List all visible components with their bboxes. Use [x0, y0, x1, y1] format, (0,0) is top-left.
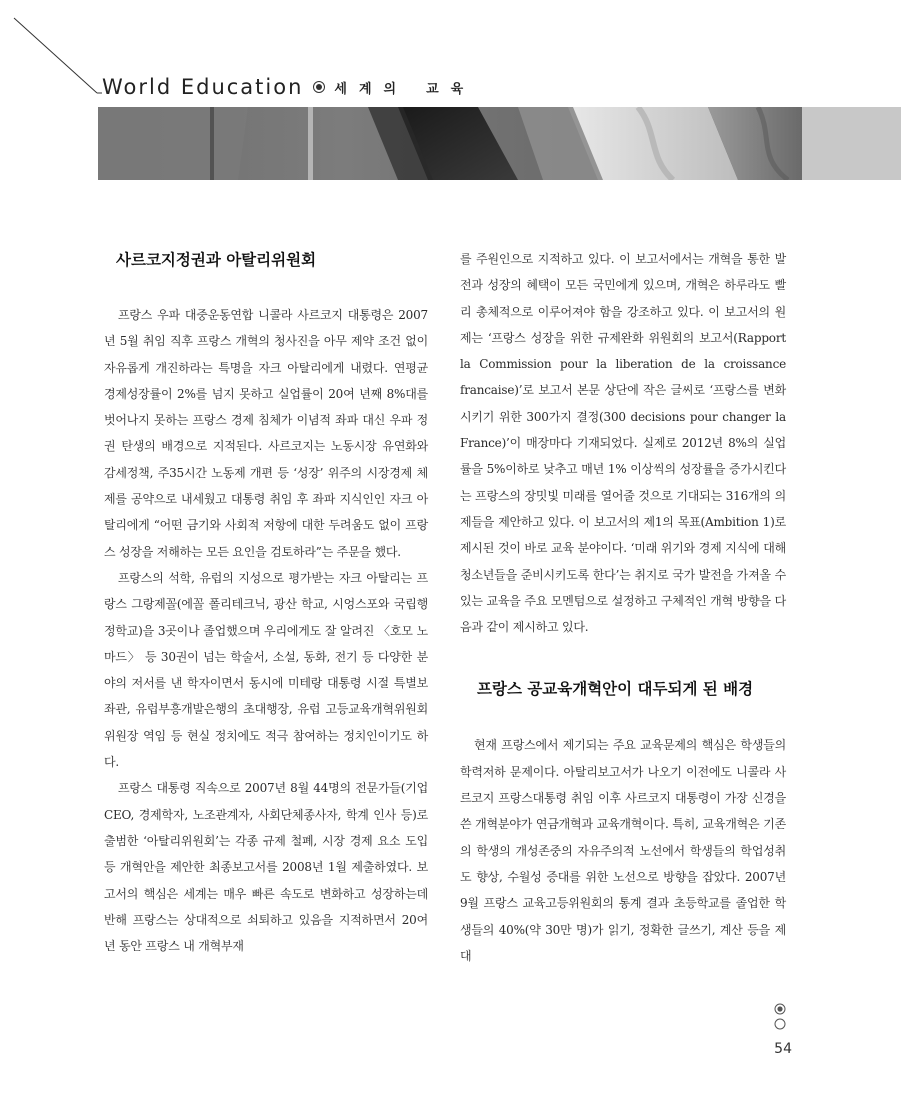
banner-image — [98, 107, 802, 180]
right-column — [460, 246, 786, 969]
body-paragraph: 프랑스 우파 대중운동연합 니콜라 사르코지 대통령은 2007년 5월 취임 직후 프랑스 개혁의 청사진을 아무 제약 조건 없이 자유롭게 개진하라는 특명을 자크 아탈리에게 내렸다. 연평균 경제성장률이 2%를 넘지 못하고 실업률이 20여 년째 8%대를 벗어나지 못하는 프랑스 경제 침체가 이념적 좌파 대신 우파 정권 탄생의 배경으로 지적된다. 사르코지는 노동시장 유연화와 감세정책, 주35시간 노동제 개편 등 ‘성장’ 위주의 시장경제 체제를 공약으로 내세웠고 대통령 취임 후 좌파 지식인인 자크 아탈리에게 “어떤 금기와 사회적 저항에 대한 두려움도 없이 프랑스 성장을 저해하는 모든 요인을 검토하라”는 주문을 했다. — [104, 308, 428, 559]
header-title-en: World Education — [102, 75, 304, 99]
body-paragraph: 현재 프랑스에서 제기되는 주요 교육문제의 핵심은 학생들의 학력저하 문제이다. 아탈리보고서가 나오기 이전에도 니콜라 사르코지 프랑스대통령 취임 이후 사르코지 대통령이 가장 신경을 쓴 개혁분야가 연금개혁과 교육개혁이다. 특히, 교육개혁은 기존의 학생의 개성존중의 자유주의적 노선에서 학생들의 학업성취도 향상, 수월성 증대를 위한 노선으로 방향을 잡았다. 2007년 9월 프랑스 교육고등위원회의 통계 결과 초등학교를 졸업한 학생들의 40%(약 30만 명)가 읽기, 정확한 글쓰기, 계산 등을 제대 — [460, 738, 786, 963]
empty-circle-icon — [775, 1019, 785, 1029]
footer-ornament — [773, 1003, 787, 1031]
section-heading-sarkozy: 사르코지정권과 아탈리위원회 — [116, 251, 317, 269]
body-paragraph: 프랑스의 석학, 유럽의 지성으로 평가받는 자크 아탈리는 프랑스 그랑제꼴(에꼴 폴리테크닉, 광산 학교, 시엉스포와 국립행정학교)을 3곳이나 졸업했으며 우리에게도 잘 알려진 〈호모 노마드〉 등 30권이 넘는 학술서, 소설, 동화, 전기 등 다양한 분야의 저서를 낸 학자이면서 동시에 미테랑 대통령 시절 특별보좌관, 유럽부흥개발은행의 초대행장, 유럽 고등교육개혁위원회 위원장 역임 등 현실 정치에도 적극 참여하는 정치인이기도 하다. — [104, 570, 428, 770]
body-paragraph: 프랑스 대통령 직속으로 2007년 8월 44명의 전문가들(기업 CEO, 경제학자, 노조관계자, 사회단체종사자, 학계 인사 등)로 출범한 ‘아탈리위원회’는 각종 규제 철폐, 시장 경제 요소 도입 등 개혁안을 제안한 최종보고서를 2008년 1월 제출하였다. 보고서의 핵심은 세계는 매우 빠른 속도로 변화하고 성장하는데 반해 프랑스는 상대적으로 쇠퇴하고 있음을 지적하면서 20여 년 동안 프랑스 내 개혁부재 — [104, 781, 428, 954]
left-column — [104, 242, 428, 959]
header-ko-char: 육 — [450, 81, 464, 97]
filled-circle-icon — [775, 1004, 785, 1014]
page-number: 54 — [774, 1041, 792, 1057]
bullet-circle-icon — [312, 80, 326, 94]
header-ko-char: 의 — [383, 81, 397, 97]
header-ko-char: 세 — [334, 81, 347, 97]
header-title-ko — [334, 78, 475, 97]
header-ko-char: 교 — [426, 81, 439, 97]
running-header — [102, 72, 475, 102]
section-heading-background: 프랑스 공교육개혁안이 대두되게 된 배경 — [477, 680, 754, 699]
header-ko-char: 계 — [358, 81, 372, 97]
banner-photo-flags — [98, 107, 802, 180]
body-paragraph: 를 주원인으로 지적하고 있다. 이 보고서에서는 개혁을 통한 발전과 성장의 혜택이 모든 국민에게 있으며, 개혁은 하루라도 빨리 총체적으로 이루어져야 함을 강조하고 있다. 이 보고서의 원제는 ‘프랑스 성장을 위한 규제완화 위원회의 보고서(Rapport la Commission pour la liberation de la croissance francaise)’로 보고서 본문 상단에 작은 글씨로 ‘프랑스를 변화시키기 위한 300가지 결정(300 decisions pour changer la France)’이 매장마다 기재되었다. 실제로 2012년 8%의 실업률을 5%이하로 낮추고 매년 1% 이상씩의 성장률을 증가시킨다는 프랑스의 장밋빛 미래를 열어줄 것으로 기대되는 316개의 의제들을 제안하고 있다. 이 보고서의 제1의 목표(Ambition 1)로 제시된 것이 바로 교육 분야이다. ‘미래 위기와 경제 지식에 대해 청소년들을 준비시키도록 한다’는 취지로 국가 발전을 가져올 수 있는 교육을 주요 모멘텀으로 설정하고 구체적인 개혁 방향을 다음과 같이 제시하고 있다. — [460, 252, 786, 635]
